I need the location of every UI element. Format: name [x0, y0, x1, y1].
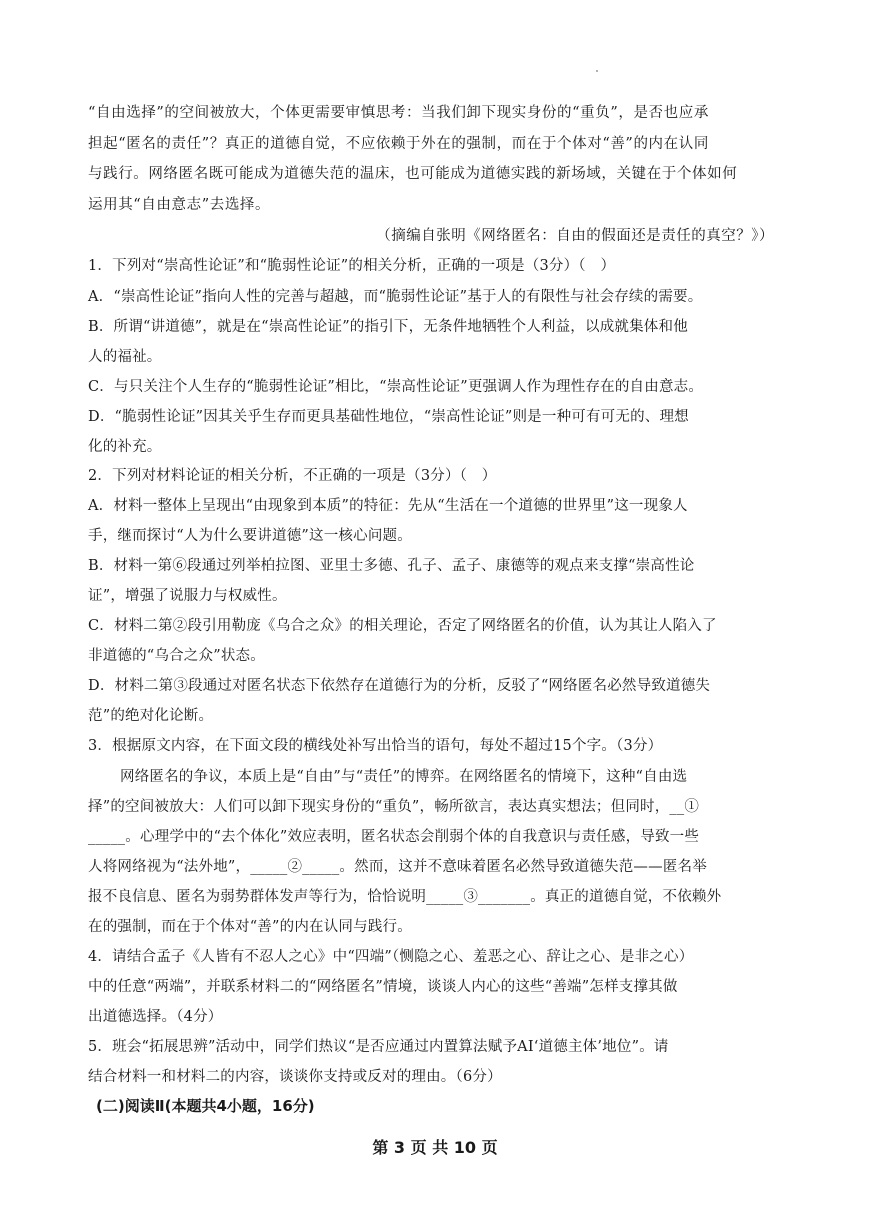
q2-option-c-cont: 非道德的“乌合之众”状态。	[88, 648, 265, 664]
q2-option-d: D．材料二第③段通过对匿名状态下依然存在道德行为的分析，反驳了“网络匿名必然导致道德失	[88, 678, 711, 694]
q3-passage-line-3: _____。心理学中的“去个体化”效应表明，匿名状态会削弱个体的自我意识与责任感，导致一些	[88, 829, 700, 845]
q4-line-1: 4．请结合孟子《人皆有不忍人之心》中“四端”（恻隐之心、羞恶之心、辞让之心、是非之心）	[88, 949, 694, 965]
page-number: 第 3 页 共 10 页	[372, 1138, 498, 1157]
q2-option-d-cont: 范”的绝对化论断。	[88, 708, 214, 724]
q3-stem: 3．根据原文内容，在下面文段的横线处补写出恰当的语句，每处不超过15个字。（3分）	[88, 738, 663, 754]
q2-option-a-cont: 手，继而探讨“人为什么要讲道德”这一核心问题。	[88, 528, 412, 544]
q3-passage-line-1: 网络匿名的争议，本质上是“自由”与“责任”的博弈。在网络匿名的情境下，这种“自由选	[120, 769, 688, 785]
q2-option-b: B．材料一第⑥段通过列举柏拉图、亚里士多德、孔子、孟子、康德等的观点来支撑“崇高性论	[88, 558, 695, 574]
q4-line-3: 出道德选择。（4分）	[88, 1009, 223, 1025]
intro-line-2: 担起“匿名的责任”？真正的道德自觉，不应依赖于外在的强制，而在于个体对“善”的内在认同	[88, 136, 709, 152]
source-citation: （摘编自张明《网络匿名：自由的假面还是责任的真空？》）	[376, 228, 774, 244]
q1-option-b-cont: 人的福祉。	[88, 349, 162, 365]
q3-passage-line-2: 择”的空间被放大：人们可以卸下现实身份的“重负”，畅所欲言，表达真实想法；但同时，__①	[88, 799, 700, 815]
q3-passage-line-5: 报不良信息、匿名为弱势群体发声等行为，恰恰说明_____③_______。真正的道德自觉，不依赖外	[88, 889, 722, 905]
intro-line-1: “自由选择”的空间被放大，个体更需要审慎思考：当我们卸下现实身份的“重负”，是否也应承	[88, 105, 709, 121]
q1-option-d-cont: 化的补充。	[88, 439, 162, 455]
q2-stem: 2．下列对材料论证的相关分析，不正确的一项是（3分）（ ）	[88, 468, 497, 484]
section-heading: (二)阅读Ⅱ(本题共4小题，16分)	[96, 1097, 315, 1115]
q2-option-a: A．材料一整体上呈现出“由现象到本质”的特征：先从“生活在一个道德的世界里”这一现象人	[88, 498, 688, 514]
q1-option-a: A．“崇高性论证”指向人性的完善与超越，而“脆弱性论证”基于人的有限性与社会存续的需要。	[88, 289, 703, 305]
q1-option-c: C．与只关注个人生存的“脆弱性论证”相比，“崇高性论证”更强调人作为理性存在的自由意志。	[88, 379, 704, 395]
q1-option-d: D．“脆弱性论证”因其关乎生存而更具基础性地位，“崇高性论证”则是一种可有可无的、理想	[88, 409, 689, 425]
q1-stem: 1．下列对“崇高性论证”和“脆弱性论证”的相关分析，正确的一项是（3分）（ ）	[88, 258, 616, 274]
intro-line-3: 与践行。网络匿名既可能成为道德失范的温床，也可能成为道德实践的新场域，关键在于个体如何	[88, 166, 738, 182]
q5-line-1: 5．班会“拓展思辨”活动中，同学们热议“是否应通过内置算法赋予AI‘道德主体’地位”。请	[88, 1039, 669, 1055]
q5-line-2: 结合材料一和材料二的内容，谈谈你支持或反对的理由。（6分）	[88, 1069, 502, 1085]
q1-option-b: B．所谓“讲道德”，就是在“崇高性论证”的指引下，无条件地牺牲个人利益，以成就集体和他	[88, 319, 688, 335]
q3-passage-line-6: 在的强制，而在于个体对“善”的内在认同与践行。	[88, 919, 412, 935]
q2-option-c: C．材料二第②段引用勒庞《乌合之众》的相关理论，否定了网络匿名的价值，认为其让人陷入了	[88, 618, 717, 634]
q2-option-b-cont: 证”，增强了说服力与权威性。	[88, 588, 287, 604]
intro-line-4: 运用其“自由意志”去选择。	[88, 197, 271, 213]
q4-line-2: 中的任意“两端”，并联系材料二的“网络匿名”情境，谈谈人内心的这些“善端”怎样支撑其做	[88, 979, 678, 995]
q3-passage-line-4: 人将网络视为“法外地”，_____②_____。然而，这并不意味着匿名必然导致道德失范——匿名举	[88, 859, 707, 875]
scan-speck	[596, 70, 598, 72]
